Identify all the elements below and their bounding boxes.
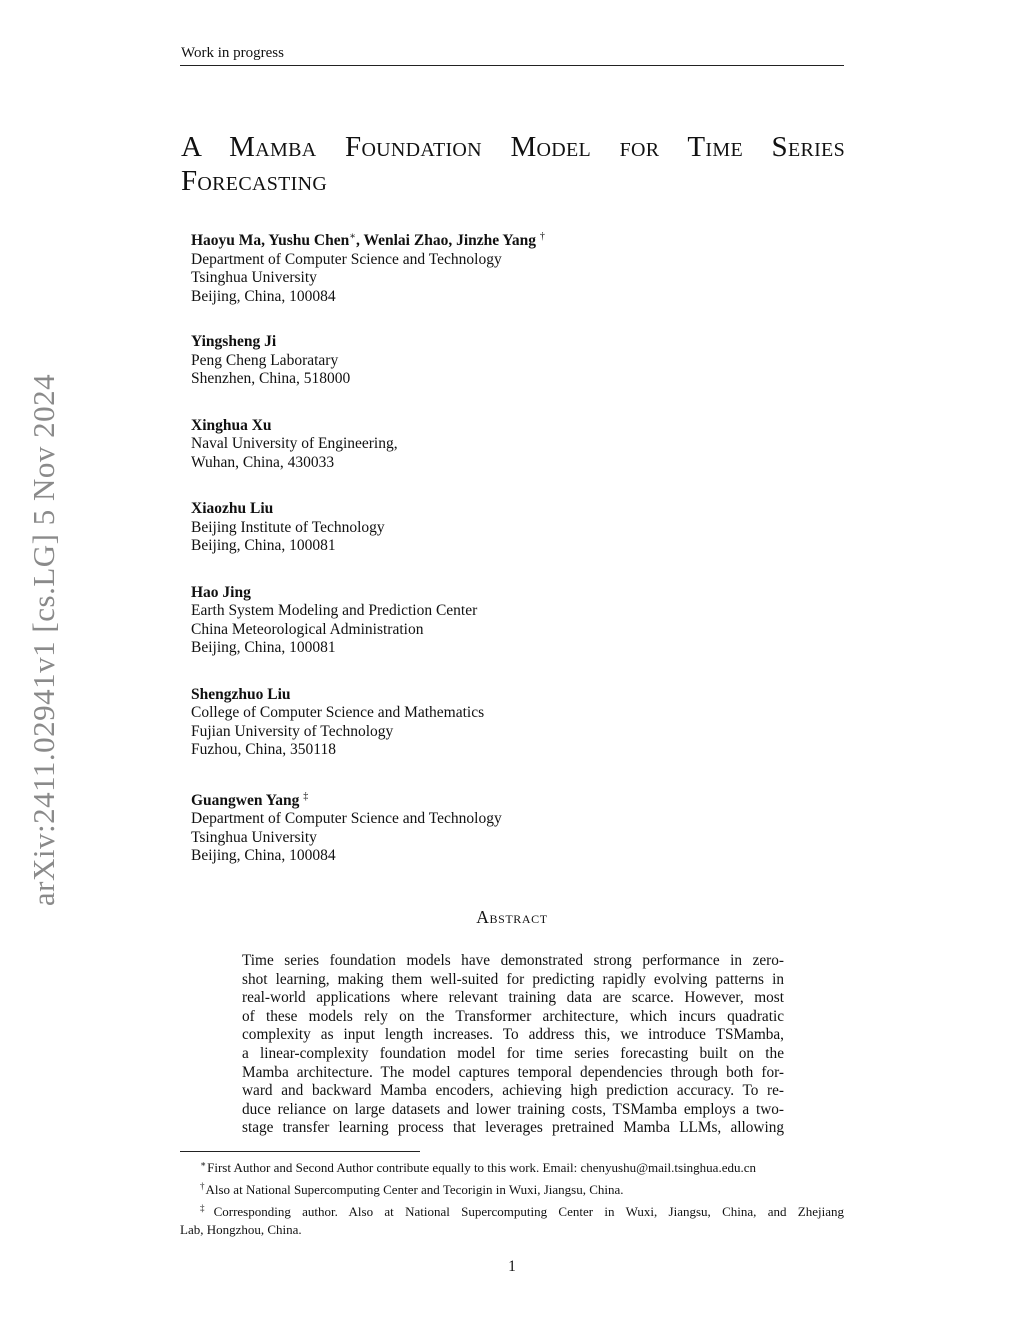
author-name: Shengzhuo Liu [191,685,291,703]
affiliation-line: Beijing, China, 100084 [191,287,336,305]
affiliation-line: Beijing, China, 100081 [191,537,336,554]
author-block [191,333,811,389]
affiliation-line: College of Computer Science and Mathematics [191,704,485,721]
affiliation-line: Peng Cheng Laboratary [191,351,339,369]
author-block [191,228,811,306]
abstract-line: duce reliance on large datasets and lower training costs, TSMamba employs a two- [242,1100,784,1118]
paper-title [181,130,845,198]
author-block [191,417,811,473]
affiliation-line: Department of Computer Science and Technology [191,810,502,827]
author-block [191,584,811,658]
footnote-2: †Also at National Supercomputing Center and Tecorigin in Wuxi, Jiangsu, China. [200,1181,624,1197]
author-name: Hao Jing [191,583,251,601]
footnote-1: ∗First Author and Second Author contribute equally to this work. Email: chenyushu@mail.tsinghua.edu.cn [200,1159,756,1175]
footnotes [180,1155,844,1239]
title-line-1: A Mamba Foundation Model for Time Series [181,131,845,163]
abstract-body [242,952,784,1138]
title-line-2: Forecasting [181,165,328,197]
abstract-line: a linear-complexity foundation model for time series forecasting built on the [242,1044,784,1062]
affiliation-line: Fujian University of Technology [191,722,394,740]
abstract-line: Time series foundation models have demonstrated strong performance in zero- [242,952,784,969]
abstract-line: complexity as input length increases. To address this, we introduce TSMamba, [242,1026,784,1044]
author-name: Xiaozhu Liu [191,500,274,517]
author-list [191,228,811,894]
footnote-mark: † [200,1181,205,1191]
affiliation-line: Beijing, China, 100084 [191,847,336,864]
affiliation-line: Tsinghua University [191,828,317,846]
abstract-line: shot learning, making them well-suited for predicting rapidly evolving patterns in [242,970,784,988]
author-block [191,686,811,760]
footnote-3: ‡Corresponding author. Also at National Supercomputing Center in Wuxi, Jiangsu, China, and Zhejiang [200,1203,845,1219]
footnote-mark: ‡ [303,790,309,802]
abstract-line: of these models rely on the Transformer architecture, which incurs quadratic [242,1007,784,1025]
footnote-rule [180,1151,420,1152]
affiliation-line: Naval University of Engineering, [191,435,398,452]
author-name: Yingsheng Ji [191,333,277,350]
affiliation-line: Shenzhen, China, 518000 [191,370,351,387]
author-block [191,788,811,866]
abstract-heading: Abstract [476,907,548,927]
affiliation-line: Department of Computer Science and Technology [191,250,502,268]
author-block [191,500,811,556]
abstract-line: ward and backward Mamba encoders, achieving high prediction accuracy. To re- [242,1082,784,1100]
page-number: 1 [508,1258,516,1275]
affiliation-line: Wuhan, China, 430033 [191,453,335,471]
author-name: Haoyu Ma, Yushu Chen∗, Wenlai Zhao, Jinzhe Yang † [191,231,545,249]
affiliation-line: China Meteorological Administration [191,620,424,638]
affiliation-line: Beijing Institute of Technology [191,518,385,536]
header-rule [180,65,844,66]
abstract-line: stage transfer learning process that leverages pretrained Mamba LLMs, allowing [242,1119,784,1137]
abstract-line: real-world applications where relevant training data are scarce. However, most [242,989,784,1007]
author-name: Guangwen Yang ‡ [191,790,309,809]
footnote-mark: † [539,231,545,242]
author-name: Xinghua Xu [191,416,272,434]
footnote-mark: ∗ [349,231,357,242]
arxiv-identifier: arXiv:2411.02941v1 [cs.LG] 5 Nov 2024 [26,373,61,907]
abstract-line: Mamba architecture. The model captures temporal dependencies through both for- [242,1063,784,1081]
affiliation-line: Fuzhou, China, 350118 [191,741,336,758]
running-header: Work in progress [181,45,284,61]
affiliation-line: Tsinghua University [191,269,317,286]
affiliation-line: Beijing, China, 100081 [191,639,336,656]
footnote-mark: ∗ [200,1159,207,1169]
affiliation-line: Earth System Modeling and Prediction Center [191,602,478,619]
footnote-mark: ‡ [200,1203,213,1213]
footnote-3-continued: Lab, Hongzhou, China. [180,1222,302,1237]
